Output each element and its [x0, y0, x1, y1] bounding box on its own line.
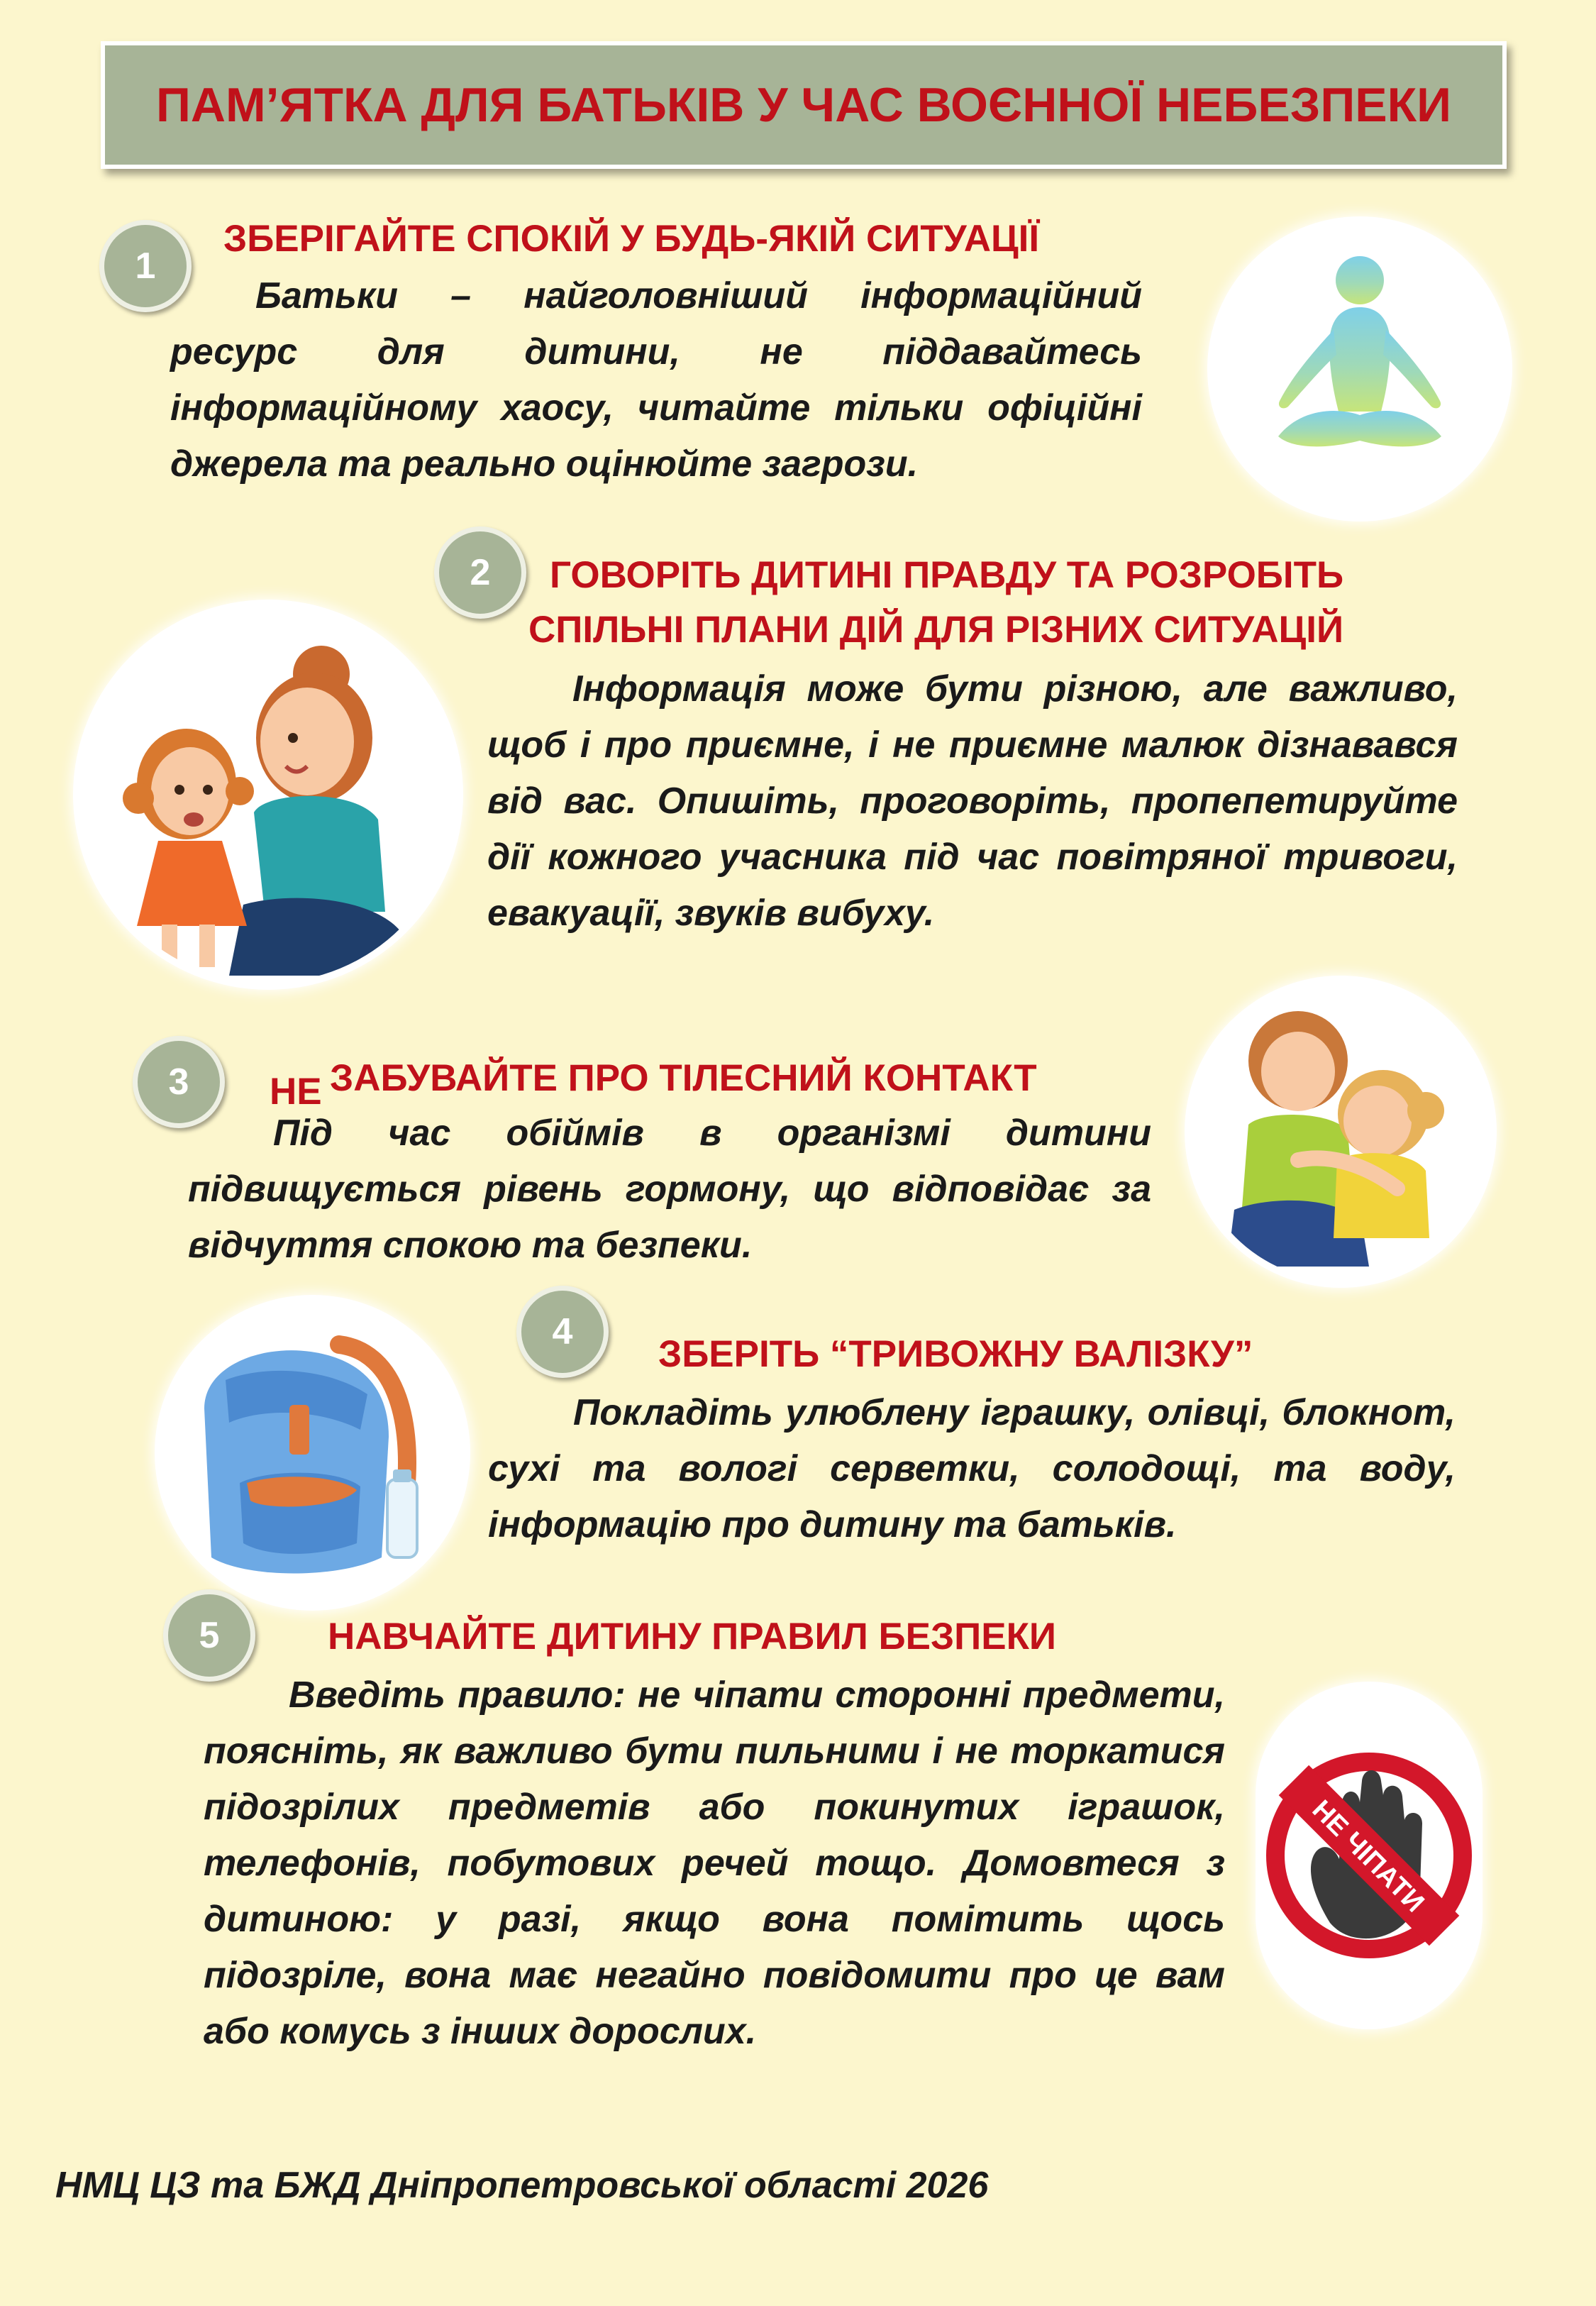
section-2-heading-line-2: СПІЛЬНІ ПЛАНИ ДІЙ ДЛЯ РІЗНИХ СИТУАЦІЙ	[528, 609, 1344, 651]
backpack-icon	[162, 1302, 463, 1604]
mother-daughter-illustration	[80, 607, 456, 983]
section-5-number-badge: 5	[163, 1589, 255, 1682]
do-not-touch-sign-text: НЕ ЧІПАТИ	[1306, 1794, 1430, 1919]
section-2-text: Інформація може бути різною, але важливо, щоб і про приємне, і не приємне малюк дізнавався від вас. Опишіть, проговоріть, пропепетируйте дії кожного учасника під час повітряної тривоги, евакуації, звуків вибуху.	[487, 668, 1458, 934]
section-3-heading-prefix: НЕ	[270, 1071, 322, 1113]
footer-credit: НМЦ ЦЗ та БЖД Дніпропетровської області 2026	[55, 2165, 989, 2206]
do-not-touch-illustration	[1263, 1689, 1475, 2022]
title-banner	[101, 41, 1507, 169]
backpack-illustration	[162, 1302, 463, 1604]
do-not-touch-icon	[1263, 1689, 1475, 2022]
section-2-number-badge: 2	[434, 526, 526, 619]
section-1-heading: ЗБЕРІГАЙТЕ СПОКІЙ У БУДЬ-ЯКІЙ СИТУАЦІЇ	[223, 218, 1040, 260]
section-1-text: Батьки – найголовніший інформаційний ресурс для дитини, не піддавайтесь інформаційному хаосу, читайте тільки офіційні джерела та реально оцінюйте загрози.	[170, 275, 1142, 485]
section-2-heading-line-1: ГОВОРІТЬ ДИТИНІ ПРАВДУ ТА РОЗРОБІТЬ	[550, 554, 1344, 596]
hug-illustration	[1192, 983, 1490, 1281]
section-5-heading: НАВЧАЙТЕ ДИТИНУ ПРАВИЛ БЕЗПЕКИ	[328, 1616, 1057, 1657]
mother-daughter-talking-icon	[80, 607, 456, 983]
section-4-number-badge: 4	[516, 1286, 609, 1378]
page-title: ПАМ’ЯТКА ДЛЯ БАТЬКІВ У ЧАС ВОЄННОЇ НЕБЕЗПЕКИ	[156, 78, 1451, 132]
meditation-icon	[1214, 224, 1505, 514]
section-3-number-badge: 3	[133, 1036, 225, 1128]
section-4-heading: ЗБЕРІТЬ “ТРИВОЖНУ ВАЛІЗКУ”	[658, 1333, 1253, 1375]
hug-icon	[1192, 983, 1490, 1281]
section-3-text: Під час обіймів в організмі дитини підвищується рівень гормону, що відповідає за відчуття спокою та безпеки.	[188, 1113, 1151, 1266]
section-1-number-badge: 1	[99, 220, 192, 312]
section-3-heading: ЗАБУВАЙТЕ ПРО ТІЛЕСНИЙ КОНТАКТ	[330, 1057, 1037, 1099]
section-4-text: Покладіть улюблену іграшку, олівці, блокнот, сухі та вологі серветки, солодощі, та воду, інформацію про дитину та батьків.	[488, 1392, 1456, 1545]
meditation-illustration	[1214, 224, 1505, 514]
section-5-text: Введіть правило: не чіпати сторонні предмети, поясніть, як важливо бути пильними і не торкатися підозрілих предметів або покинутих іграшок, телефонів, побутових речей тощо. Домовтеся з дитиною: у разі, якщо вона помітить щось підозріле, вона має негайно повідомити про це вам або комусь з інших дорослих.	[204, 1675, 1225, 2052]
